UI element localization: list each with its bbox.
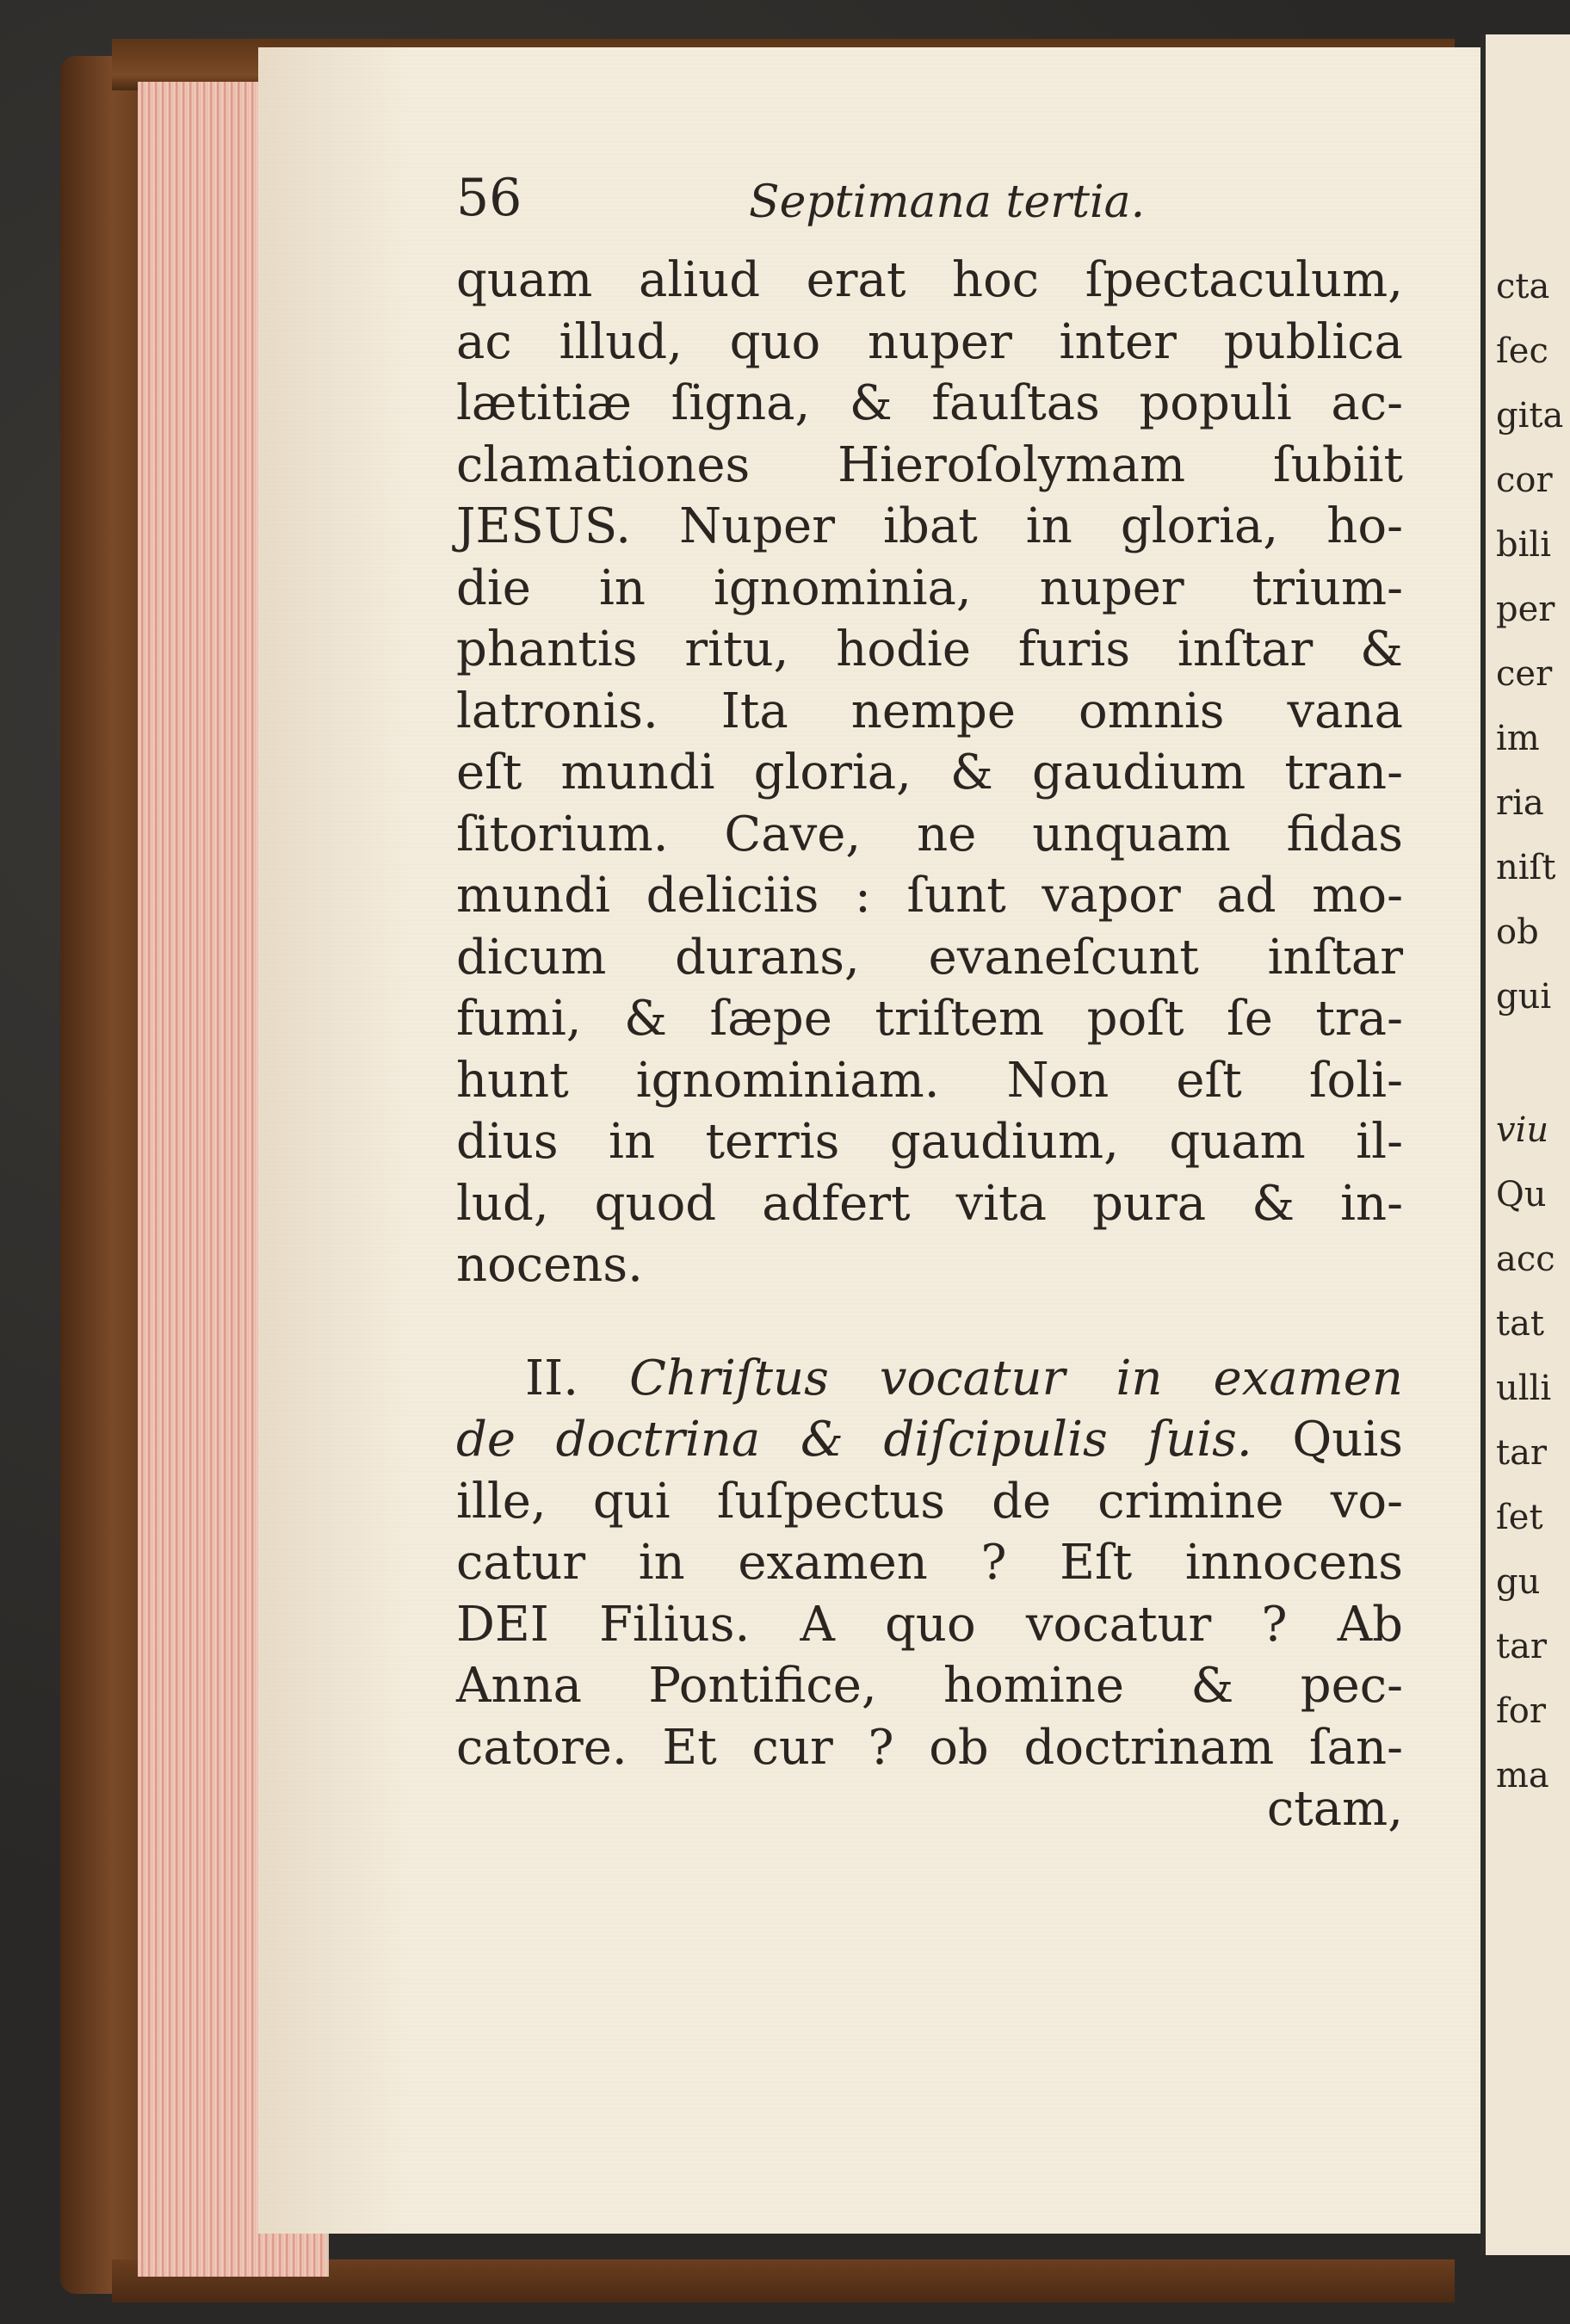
facing-fragment: per (1496, 590, 1555, 629)
text-line: DEI Filius. A quo vocatur ? Ab (456, 1596, 1403, 1653)
text-line: die in ignominia, nuper trium- (456, 559, 1403, 616)
body-text (456, 250, 1403, 1840)
page-number: 56 (456, 168, 522, 228)
facing-fragment: ma (1496, 1756, 1549, 1796)
facing-fragment: cor (1496, 460, 1553, 500)
section-heading-cont: de doctrina & diſcipulis ſuis. (456, 1412, 1252, 1468)
facing-fragment: gui (1496, 977, 1552, 1017)
section-heading: Chriſtus vocatur in examen (629, 1350, 1403, 1406)
facing-fragment: bili (1496, 525, 1551, 565)
text-line: lud, quod adfert vita pura & in- (456, 1175, 1403, 1232)
text-line: fumi, & ſæpe triſtem poſt ſe tra- (456, 991, 1403, 1047)
text-line: latronis. Ita nempe omnis vana (456, 683, 1403, 739)
text-line: dicum durans, evaneſcunt inſtar (456, 929, 1403, 986)
facing-fragment: viu (1496, 1110, 1549, 1150)
facing-fragment: ſec (1496, 331, 1548, 371)
facing-fragment: gu (1496, 1562, 1541, 1602)
text-line: clamationes Hieroſolymam ſubiit (456, 436, 1403, 493)
text-line: quam aliud erat hoc ſpectaculum, (456, 252, 1403, 308)
text-line: lætitiæ ſigna, & fauſtas populi ac- (456, 375, 1403, 431)
facing-fragment: ria (1496, 783, 1544, 823)
text-line: nocens. (456, 1237, 643, 1293)
facing-fragment: ulli (1496, 1369, 1552, 1408)
text-line: mundi deliciis : ſunt vapor ad mo- (456, 868, 1403, 924)
facing-fragment: tar (1496, 1627, 1548, 1666)
facing-fragment: tar (1496, 1433, 1548, 1473)
section-heading-line (456, 1348, 1403, 1410)
paragraph-gap (456, 1296, 1403, 1348)
text-line: ac illud, quo nuper inter publica (456, 313, 1403, 370)
facing-fragment: ſet (1496, 1498, 1543, 1537)
text-line: eſt mundi gloria, & gaudium tran- (456, 745, 1403, 800)
page-header (456, 168, 1403, 237)
facing-page (1480, 34, 1570, 2255)
facing-fragment: cta (1496, 267, 1550, 306)
running-head: Septimana tertia. (749, 176, 1146, 228)
facing-fragment: acc (1496, 1239, 1555, 1279)
facing-fragment: tat (1496, 1304, 1544, 1344)
facing-fragment: im (1496, 719, 1540, 758)
facing-fragment: for (1496, 1691, 1547, 1731)
facing-fragment: cer (1496, 654, 1553, 694)
text-line: phantis ritu, hodie furis inſtar & (456, 621, 1403, 677)
text-fragment: Quis (1292, 1412, 1403, 1468)
catchword: ctam, (1266, 1781, 1403, 1837)
section-heading-line (456, 1409, 1403, 1471)
section-numeral: II. (525, 1350, 579, 1406)
text-line: catur in examen ? Eſt innocens (456, 1535, 1403, 1591)
text-line: dius in terris gaudium, quam il- (456, 1114, 1403, 1170)
text-line: JESUS. Nuper ibat in gloria, ho- (456, 498, 1403, 554)
facing-fragment: gita (1496, 396, 1564, 436)
facing-fragment: ob (1496, 912, 1539, 952)
text-line: catore. Et cur ? ob doctrinam ſan- (456, 1719, 1403, 1776)
text-line: ille, qui ſuſpectus de crimine vo- (456, 1473, 1403, 1530)
facing-fragment: niſt (1496, 848, 1556, 887)
facing-fragment: Qu (1496, 1175, 1547, 1215)
text-line: hunt ignominiam. Non eſt ſoli- (456, 1052, 1403, 1109)
text-line: Anna Pontifice, homine & pec- (456, 1658, 1403, 1714)
text-line: ſitorium. Cave, ne unquam fidas (456, 806, 1403, 862)
